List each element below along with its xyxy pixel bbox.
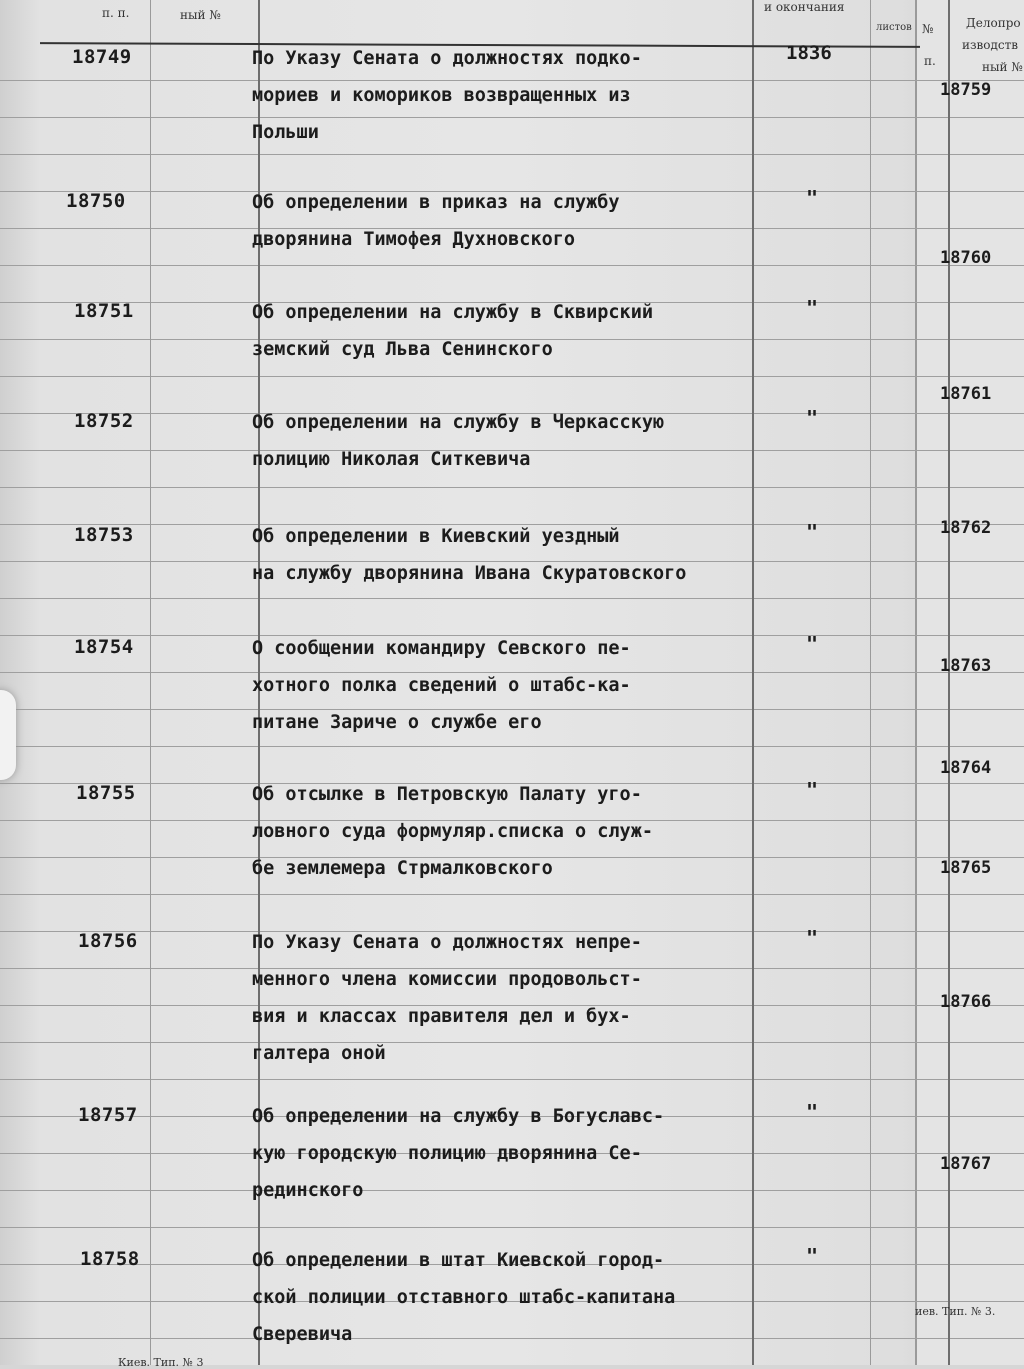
entry-line: рединского bbox=[252, 1180, 364, 1201]
header-delo-2: изводств bbox=[962, 38, 1019, 52]
entry-line: Об отсылке в Петровскую Палату уго- bbox=[252, 784, 642, 805]
entry-line: бе землемера Стрмалковского bbox=[252, 858, 553, 879]
entry-line: Об определении в Киевский уездный bbox=[252, 526, 620, 547]
entry-line: ловного суда формуляр.списка о служ- bbox=[252, 821, 653, 842]
adjacent-entry-number: 18762 bbox=[940, 518, 992, 538]
entry-line: дворянина Тимофея Духновского bbox=[252, 229, 576, 250]
ditto-mark: " bbox=[806, 1100, 819, 1124]
entry-line: галтера оной bbox=[252, 1043, 386, 1064]
entry-number: 18755 bbox=[76, 782, 136, 804]
header-sheets: листов bbox=[876, 22, 912, 33]
entry-line: хотного полка сведений о штабс-ка- bbox=[252, 675, 631, 696]
header-pp2: п. bbox=[924, 54, 936, 68]
entry-year: 1836 bbox=[786, 42, 832, 64]
entry-line: вия и классах правителя дел и бух- bbox=[252, 1006, 631, 1027]
adjacent-entry-number: 18763 bbox=[940, 656, 992, 676]
entry-line: менного члена комиссии продовольст- bbox=[252, 969, 642, 990]
ditto-mark: " bbox=[806, 632, 819, 656]
entry-description bbox=[252, 184, 792, 258]
ditto-mark: " bbox=[806, 778, 819, 802]
entry-line: Об определении в штат Киевской город- bbox=[252, 1250, 665, 1271]
ditto-mark: " bbox=[806, 1244, 819, 1268]
header-delo-1: Делопро bbox=[966, 16, 1021, 30]
entry-line: Об определении на службу в Черкасскую bbox=[252, 412, 665, 433]
entry-line: О сообщении командиру Севского пе- bbox=[252, 638, 631, 659]
entry-number: 18749 bbox=[72, 46, 132, 68]
entry-description bbox=[252, 924, 792, 1072]
entry-line: Об определении в приказ на службу bbox=[252, 192, 620, 213]
entry-line: Сверевича bbox=[252, 1324, 353, 1345]
entry-description bbox=[252, 1242, 792, 1353]
entry-number: 18756 bbox=[78, 930, 138, 952]
entry-line: По Указу Сената о должностях подко- bbox=[252, 48, 642, 69]
entry-line: Об определении на службу в Сквирский bbox=[252, 302, 653, 323]
entry-description bbox=[252, 518, 792, 592]
adjacent-entry-number: 18759 bbox=[940, 80, 992, 100]
entry-number: 18758 bbox=[80, 1248, 140, 1270]
entry-description bbox=[252, 404, 792, 478]
entry-description bbox=[252, 630, 792, 741]
adjacent-entry-number: 18760 bbox=[940, 248, 992, 268]
entry-line: полицию Николая Ситкевича bbox=[252, 449, 531, 470]
entry-line: на службу дворянина Ивана Скуратовского bbox=[252, 563, 687, 584]
header-number: ный № bbox=[180, 8, 221, 22]
ditto-mark: " bbox=[806, 296, 819, 320]
header-delo-3: ный № bbox=[982, 60, 1023, 74]
entry-description bbox=[252, 1098, 792, 1209]
header-pp: п. п. bbox=[102, 6, 130, 20]
column-divider bbox=[870, 0, 871, 1365]
adjacent-entry-number: 18765 bbox=[940, 858, 992, 878]
adjacent-entry-number: 18766 bbox=[940, 992, 992, 1012]
entry-number: 18757 bbox=[78, 1104, 138, 1126]
entry-description bbox=[252, 40, 792, 151]
header-num2: № bbox=[922, 22, 934, 36]
ditto-mark: " bbox=[806, 186, 819, 210]
entry-number: 18754 bbox=[74, 636, 134, 658]
entry-number: 18750 bbox=[66, 190, 126, 212]
entry-number: 18751 bbox=[74, 300, 134, 322]
entry-line: По Указу Сената о должностях непре- bbox=[252, 932, 642, 953]
entry-line: Об определении на службу в Богуславс- bbox=[252, 1106, 665, 1127]
entry-number: 18753 bbox=[74, 524, 134, 546]
footer-left: Киев. Тип. № 3 bbox=[118, 1356, 204, 1369]
footer-right: иев. Тип. № 3. bbox=[915, 1305, 996, 1318]
entry-line: мориев и комориков возвращенных из bbox=[252, 85, 631, 106]
entry-line: ской полиции отставного штабс-капитана bbox=[252, 1287, 676, 1308]
adjacent-entry-number: 18764 bbox=[940, 758, 992, 778]
entry-line: питане Зариче о службе его bbox=[252, 712, 542, 733]
ditto-mark: " bbox=[806, 520, 819, 544]
entry-line: Польши bbox=[252, 122, 319, 143]
entry-description bbox=[252, 294, 792, 368]
entry-line: кую городскую полицию дворянина Се- bbox=[252, 1143, 642, 1164]
entry-line: земский суд Льва Сенинского bbox=[252, 339, 553, 360]
adjacent-entry-number: 18767 bbox=[940, 1154, 992, 1174]
ditto-mark: " bbox=[806, 406, 819, 430]
entry-number: 18752 bbox=[74, 410, 134, 432]
ditto-mark: " bbox=[806, 926, 819, 950]
entry-description bbox=[252, 776, 792, 887]
adjacent-entry-number: 18761 bbox=[940, 384, 992, 404]
binder-clip bbox=[0, 690, 16, 780]
header-end: и окончания bbox=[764, 0, 845, 14]
column-divider bbox=[150, 0, 151, 1365]
